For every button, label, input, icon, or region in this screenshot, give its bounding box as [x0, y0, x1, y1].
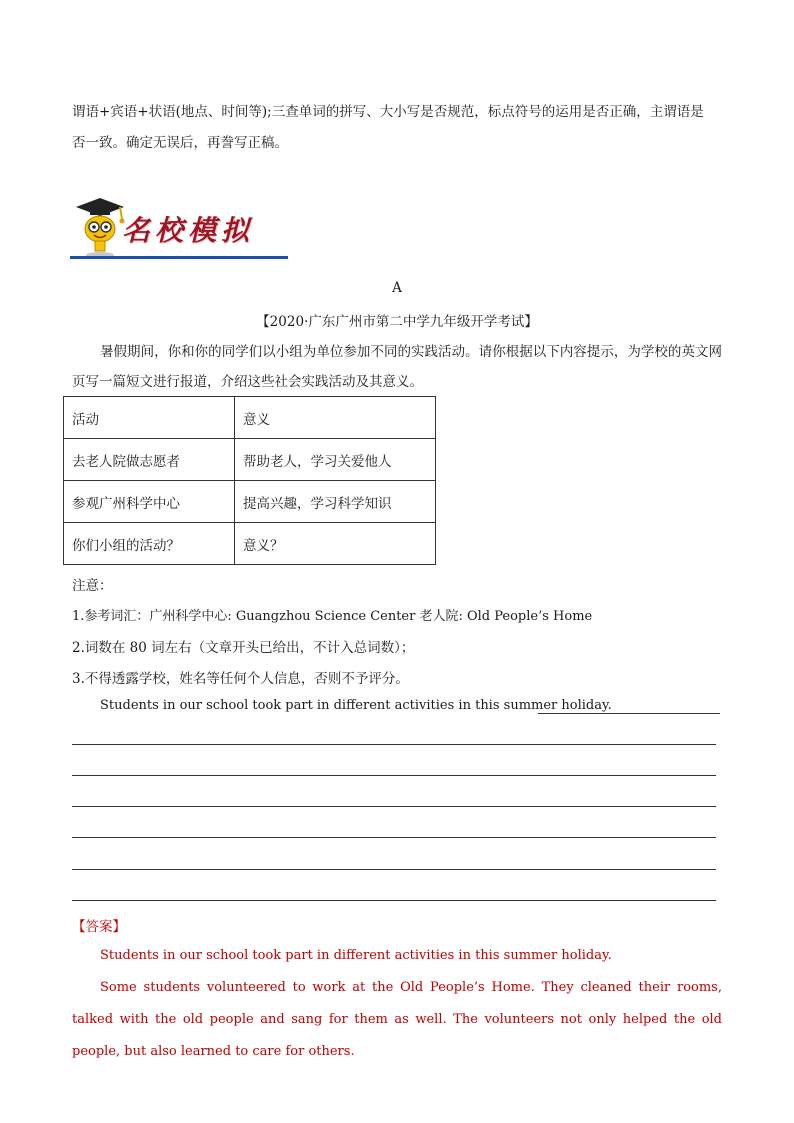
answer-label: 【答案】	[72, 919, 126, 935]
intro-line-2: 否一致。确定无误后，再誊写正稿。	[72, 135, 288, 151]
table-cell: 你们小组的活动？	[64, 523, 235, 565]
table-cell: 帮助老人，学习关爱他人	[235, 439, 436, 481]
table-cell: 提高兴趣，学习科学知识	[235, 481, 436, 523]
writing-line[interactable]	[538, 713, 720, 714]
section-letter: A	[392, 280, 402, 296]
table-row	[64, 481, 436, 523]
writing-line[interactable]	[72, 806, 716, 807]
note-item: 2.词数在 80 词左右（文章开头已给出，不计入总词数）；	[72, 640, 415, 656]
writing-line[interactable]	[72, 775, 716, 776]
writing-line[interactable]	[72, 869, 716, 870]
header-cell: 活动	[64, 397, 235, 439]
answer-paragraph-1: Students in our school took part in different activities in this summer holiday.	[100, 948, 612, 963]
header-cell: 意义	[235, 397, 436, 439]
table-cell: 去老人院做志愿者	[64, 439, 235, 481]
notes-title: 注意：	[72, 578, 113, 594]
table-header-row	[64, 397, 436, 439]
banner-underline	[70, 256, 288, 259]
banner-title: 名校模拟	[122, 214, 255, 247]
table-cell: 意义？	[235, 523, 436, 565]
table-cell: 参观广州科学中心	[64, 481, 235, 523]
section-banner	[70, 195, 290, 261]
writing-line[interactable]	[72, 837, 716, 838]
intro-line-1: 谓语+宾语+状语(地点、时间等);三查单词的拼写、大小写是否规范，标点符号的运用是否正确，主谓语是	[72, 104, 704, 120]
answer-paragraph-2: Some students volunteered to work at the Old People’s Home. They cleaned their rooms, talked with the old people and sang for them as well. The volunteers not only helped the old people, but also learned to care for others.	[72, 980, 722, 1059]
task-prompt: 暑假期间，你和你的同学们以小组为单位参加不同的实践活动。请你根据以下内容提示，为学校的英文网页写一篇短文进行报道，介绍这些社会实践活动及其意义。	[72, 344, 722, 390]
table-row	[64, 523, 436, 565]
note-item: 1.参考词汇：广州科学中心: Guangzhou Science Center 老人院: Old People’s Home	[72, 609, 593, 624]
note-item: 3.不得透露学校，姓名等任何个人信息，否则不予评分。	[72, 671, 409, 687]
writing-line[interactable]	[72, 744, 716, 745]
table-row	[64, 439, 436, 481]
writing-line[interactable]	[72, 900, 716, 901]
activity-table	[63, 396, 436, 565]
writing-lead-sentence: Students in our school took part in different activities in this summer holiday.	[100, 698, 612, 713]
exam-source: 【2020·广东广州市第二中学九年级开学考试】	[256, 314, 538, 330]
graduate-mascot-icon	[70, 195, 130, 259]
